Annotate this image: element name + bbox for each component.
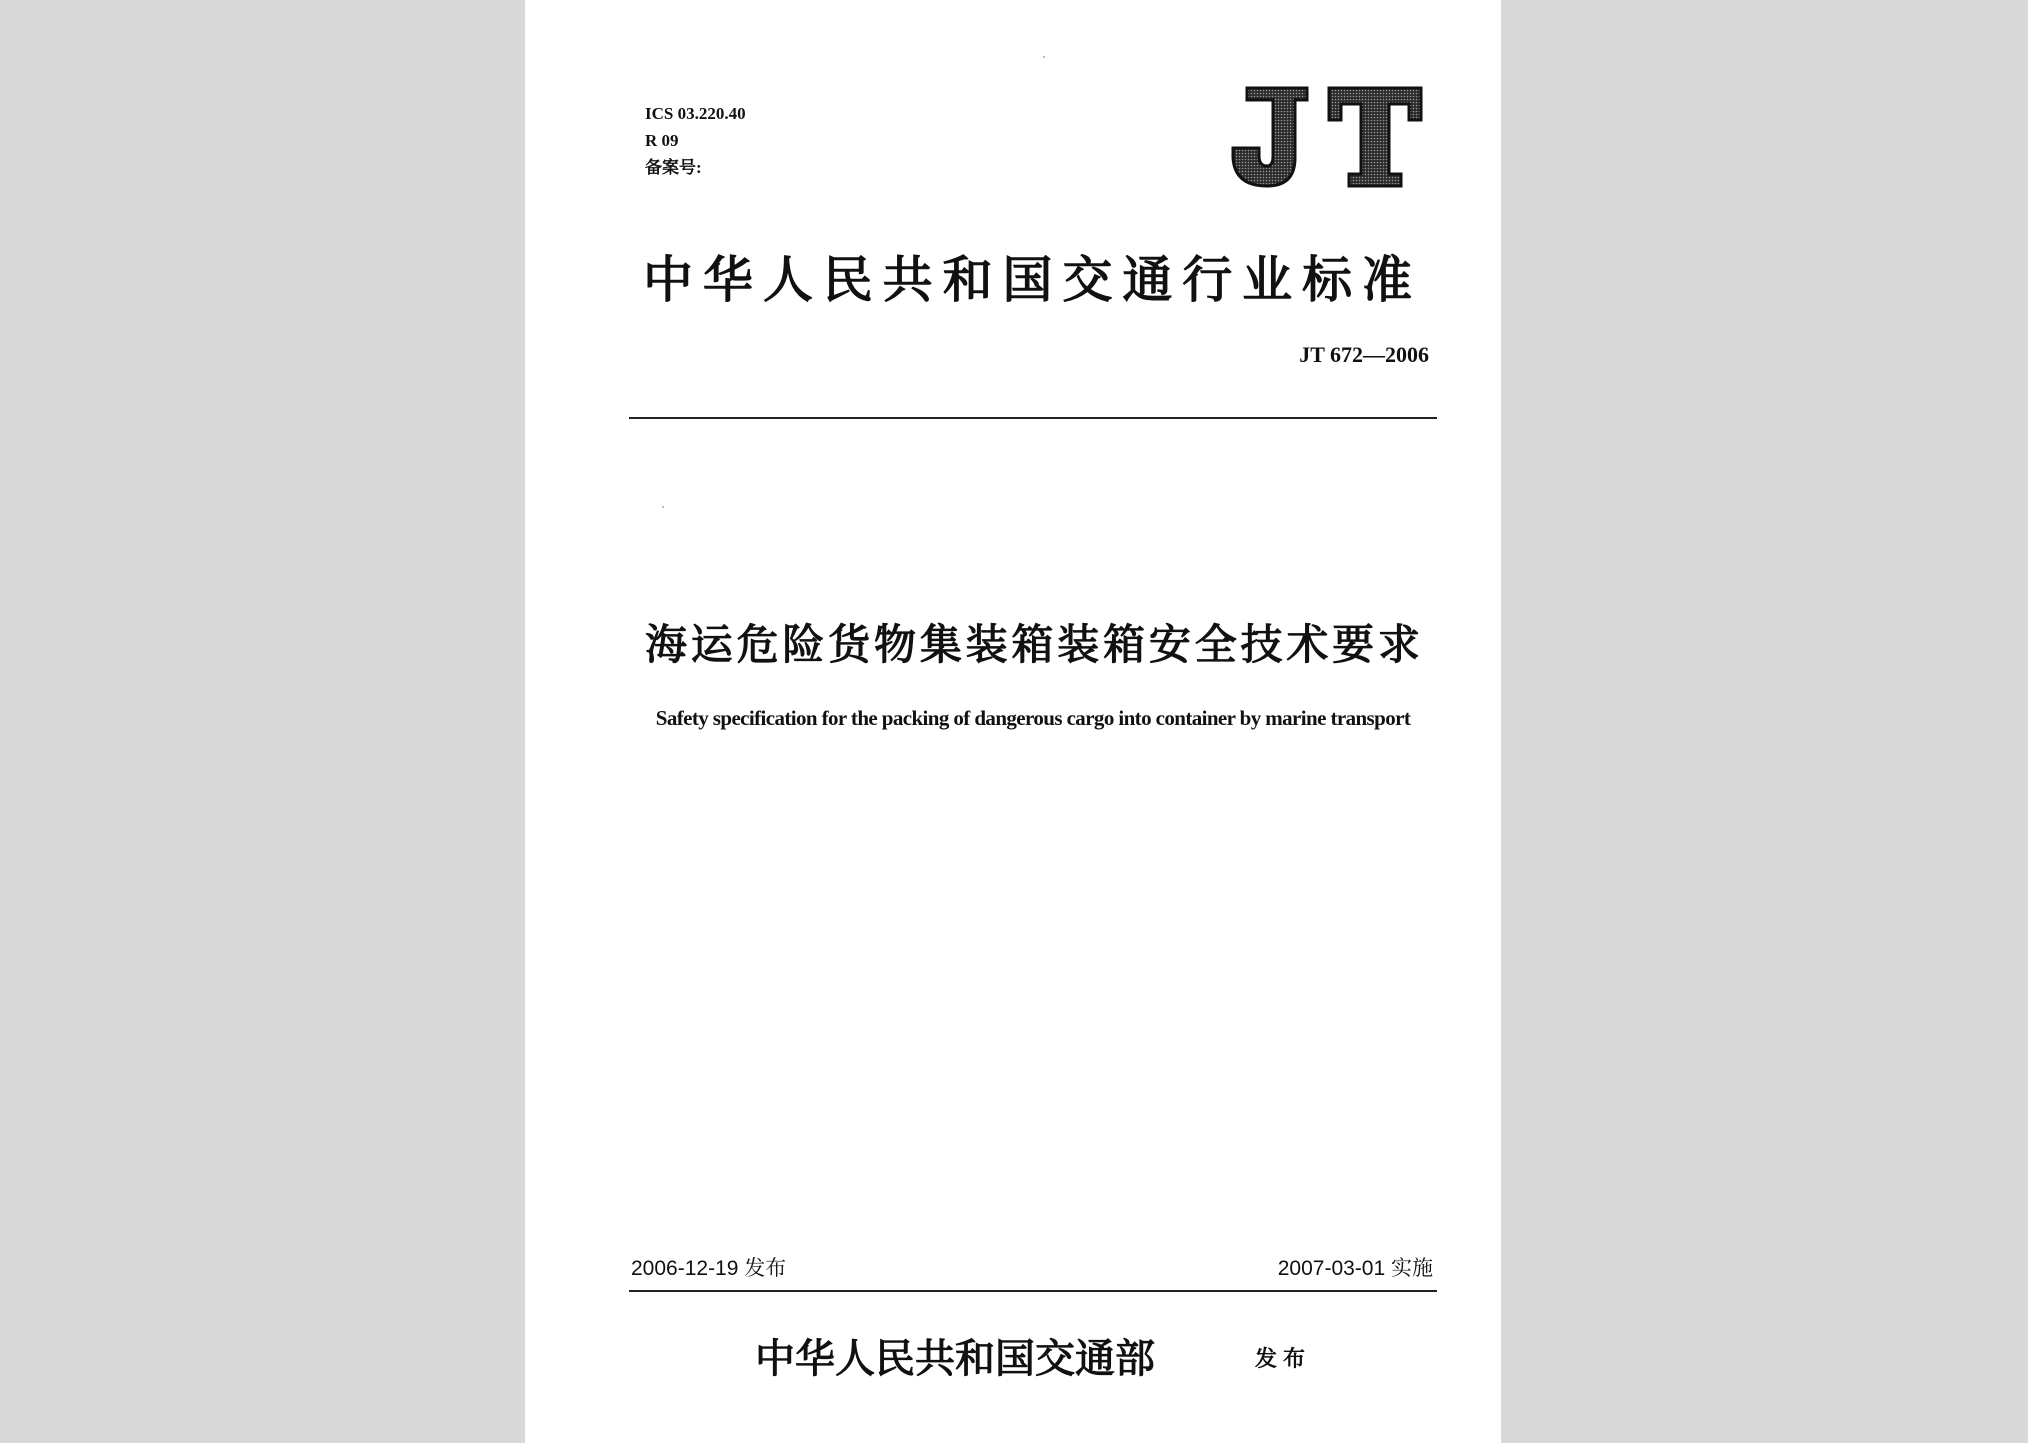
category-code: R 09 [645, 131, 679, 150]
standard-number: JT 672—2006 [1299, 342, 1429, 367]
footer-divider [629, 1290, 1437, 1292]
document-page [525, 0, 1501, 1443]
scan-speck [662, 506, 664, 508]
national-standard-title: 中华人民共和国交通行业标准 [643, 250, 1413, 309]
filing-number-label: 备案号: [645, 158, 702, 177]
publisher-name: 中华人民共和国交通部 [755, 1335, 1155, 1382]
ics-code: ICS 03.220.40 [645, 104, 746, 123]
chinese-title: 海运危险货物集装箱装箱安全技术要求 [645, 620, 1421, 669]
issue-date: 2006-12-19 发布 [631, 1257, 787, 1280]
english-title: Safety specification for the packing of dangerous cargo into container by marine transport [655, 706, 1411, 730]
classification-block [645, 100, 746, 181]
effective-date: 2007-03-01 实施 [1277, 1257, 1433, 1280]
jt-logo [1229, 86, 1425, 190]
publish-label: 发布 [1255, 1346, 1312, 1372]
scan-speck [1043, 56, 1045, 58]
header-divider [629, 417, 1437, 419]
